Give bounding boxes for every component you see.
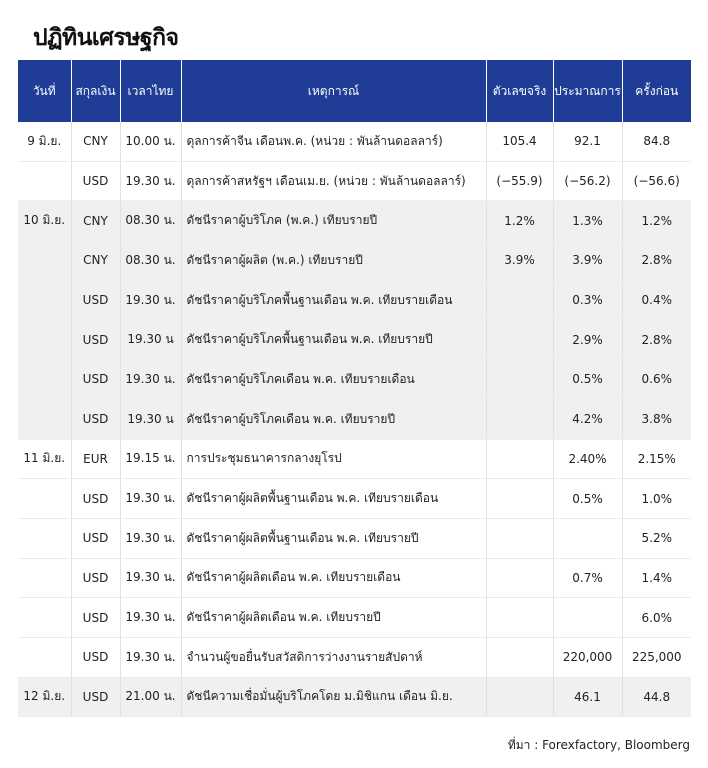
actual-cell — [486, 637, 553, 677]
actual-cell — [486, 280, 553, 320]
currency-cell: EUR — [71, 439, 120, 479]
forecast-cell: 0.7% — [553, 558, 622, 598]
actual-cell — [486, 320, 553, 360]
actual-cell — [486, 479, 553, 519]
previous-cell: 225,000 — [622, 637, 691, 677]
header-time: เวลาไทย — [120, 60, 181, 122]
page-title: ปฏิทินเศรษฐกิจ — [33, 25, 179, 51]
event-cell: ดัชนีราคาผู้บริโภค (พ.ค.) เทียบรายปี — [181, 201, 486, 241]
currency-cell: USD — [71, 598, 120, 638]
time-cell: 19.30 น. — [120, 598, 181, 638]
forecast-cell: 2.40% — [553, 439, 622, 479]
currency-cell: USD — [71, 360, 120, 400]
date-cell: 11 มิ.ย. — [18, 439, 71, 479]
event-cell: ดุลการค้าสหรัฐฯ เดือนเม.ย. (หน่วย : พันล้านดอลลาร์) — [181, 161, 486, 201]
table-row — [18, 479, 691, 519]
event-cell: การประชุมธนาคารกลางยุโรป — [181, 439, 486, 479]
header-forecast: ประมาณการ — [553, 60, 622, 122]
time-cell: 19.30 น — [120, 320, 181, 360]
event-cell: ดัชนีราคาผู้ผลิตเดือน พ.ค. เทียบรายปี — [181, 598, 486, 638]
currency-cell: CNY — [71, 241, 120, 281]
forecast-cell: 92.1 — [553, 122, 622, 161]
table-row — [18, 518, 691, 558]
date-cell — [18, 161, 71, 201]
forecast-cell: 0.5% — [553, 360, 622, 400]
time-cell: 19.30 น. — [120, 161, 181, 201]
currency-cell: USD — [71, 479, 120, 519]
date-cell — [18, 399, 71, 439]
previous-cell: (−56.6) — [622, 161, 691, 201]
header-event: เหตุการณ์ — [181, 60, 486, 122]
previous-cell: 44.8 — [622, 677, 691, 717]
date-cell — [18, 320, 71, 360]
forecast-cell: (−56.2) — [553, 161, 622, 201]
event-cell: ดัชนีราคาผู้บริโภคเดือน พ.ค. เทียบรายปี — [181, 399, 486, 439]
event-cell: ดัชนีราคาผู้บริโภคพื้นฐานเดือน พ.ค. เทียบรายเดือน — [181, 280, 486, 320]
forecast-cell: 46.1 — [553, 677, 622, 717]
currency-cell: USD — [71, 161, 120, 201]
source-note: ที่มา : Forexfactory, Bloomberg — [507, 738, 690, 752]
forecast-cell: 4.2% — [553, 399, 622, 439]
table-row — [18, 360, 691, 400]
date-cell: 12 มิ.ย. — [18, 677, 71, 717]
date-cell — [18, 280, 71, 320]
forecast-cell: 1.3% — [553, 201, 622, 241]
actual-cell — [486, 399, 553, 439]
previous-cell: 2.8% — [622, 241, 691, 281]
forecast-cell: 3.9% — [553, 241, 622, 281]
previous-cell: 1.2% — [622, 201, 691, 241]
previous-cell: 2.15% — [622, 439, 691, 479]
forecast-cell: 0.5% — [553, 479, 622, 519]
date-cell — [18, 637, 71, 677]
previous-cell: 6.0% — [622, 598, 691, 638]
previous-cell: 0.4% — [622, 280, 691, 320]
table-row — [18, 439, 691, 479]
actual-cell: 3.9% — [486, 241, 553, 281]
date-cell — [18, 479, 71, 519]
previous-cell: 1.4% — [622, 558, 691, 598]
table-row — [18, 399, 691, 439]
previous-cell: 0.6% — [622, 360, 691, 400]
time-cell: 19.30 น. — [120, 637, 181, 677]
actual-cell — [486, 677, 553, 717]
time-cell: 19.30 น. — [120, 479, 181, 519]
actual-cell — [486, 439, 553, 479]
table-row — [18, 161, 691, 201]
forecast-cell — [553, 598, 622, 638]
time-cell: 21.00 น. — [120, 677, 181, 717]
date-cell: 9 มิ.ย. — [18, 122, 71, 161]
date-cell — [18, 241, 71, 281]
previous-cell: 2.8% — [622, 320, 691, 360]
previous-cell: 5.2% — [622, 518, 691, 558]
date-cell — [18, 518, 71, 558]
economic-calendar-table — [18, 60, 691, 717]
time-cell: 19.30 น — [120, 399, 181, 439]
event-cell: จำนวนผู้ขอยื่นรับสวัสดิการว่างงานรายสัปดาห์ — [181, 637, 486, 677]
table-row — [18, 201, 691, 241]
table-row — [18, 320, 691, 360]
actual-cell — [486, 518, 553, 558]
table-row — [18, 241, 691, 281]
time-cell: 19.15 น. — [120, 439, 181, 479]
actual-cell — [486, 558, 553, 598]
time-cell: 19.30 น. — [120, 518, 181, 558]
table-body — [18, 122, 691, 717]
actual-cell — [486, 598, 553, 638]
actual-cell — [486, 360, 553, 400]
date-cell: 10 มิ.ย. — [18, 201, 71, 241]
table-row — [18, 637, 691, 677]
event-cell: ดัชนีราคาผู้ผลิต (พ.ค.) เทียบรายปี — [181, 241, 486, 281]
currency-cell: USD — [71, 280, 120, 320]
currency-cell: CNY — [71, 122, 120, 161]
currency-cell: USD — [71, 677, 120, 717]
table-row — [18, 598, 691, 638]
header-currency: สกุลเงิน — [71, 60, 120, 122]
currency-cell: USD — [71, 558, 120, 598]
date-cell — [18, 598, 71, 638]
currency-cell: USD — [71, 637, 120, 677]
time-cell: 19.30 น. — [120, 558, 181, 598]
forecast-cell — [553, 518, 622, 558]
time-cell: 19.30 น. — [120, 360, 181, 400]
header-actual: ตัวเลขจริง — [486, 60, 553, 122]
currency-cell: CNY — [71, 201, 120, 241]
event-cell: ดุลการค้าจีน เดือนพ.ค. (หน่วย : พันล้านดอลลาร์) — [181, 122, 486, 161]
time-cell: 10.00 น. — [120, 122, 181, 161]
forecast-cell: 0.3% — [553, 280, 622, 320]
time-cell: 19.30 น. — [120, 280, 181, 320]
time-cell: 08.30 น. — [120, 241, 181, 281]
table-row — [18, 122, 691, 161]
event-cell: ดัชนีราคาผู้ผลิตพื้นฐานเดือน พ.ค. เทียบรายปี — [181, 518, 486, 558]
event-cell: ดัชนีราคาผู้ผลิตเดือน พ.ค. เทียบรายเดือน — [181, 558, 486, 598]
previous-cell: 84.8 — [622, 122, 691, 161]
currency-cell: USD — [71, 320, 120, 360]
forecast-cell: 220,000 — [553, 637, 622, 677]
table-row — [18, 677, 691, 717]
actual-cell: (−55.9) — [486, 161, 553, 201]
table-row — [18, 558, 691, 598]
event-cell: ดัชนีราคาผู้บริโภคพื้นฐานเดือน พ.ค. เทียบรายปี — [181, 320, 486, 360]
currency-cell: USD — [71, 399, 120, 439]
header-date: วันที่ — [18, 60, 71, 122]
actual-cell: 1.2% — [486, 201, 553, 241]
actual-cell: 105.4 — [486, 122, 553, 161]
table-row — [18, 280, 691, 320]
date-cell — [18, 558, 71, 598]
table-header-row — [18, 60, 691, 122]
previous-cell: 1.0% — [622, 479, 691, 519]
header-previous: ครั้งก่อน — [622, 60, 691, 122]
time-cell: 08.30 น. — [120, 201, 181, 241]
event-cell: ดัชนีราคาผู้ผลิตพื้นฐานเดือน พ.ค. เทียบรายเดือน — [181, 479, 486, 519]
forecast-cell: 2.9% — [553, 320, 622, 360]
event-cell: ดัชนีความเชื่อมั่นผู้บริโภคโดย ม.มิชิแกน เดือน มิ.ย. — [181, 677, 486, 717]
currency-cell: USD — [71, 518, 120, 558]
event-cell: ดัชนีราคาผู้บริโภคเดือน พ.ค. เทียบรายเดือน — [181, 360, 486, 400]
date-cell — [18, 360, 71, 400]
previous-cell: 3.8% — [622, 399, 691, 439]
